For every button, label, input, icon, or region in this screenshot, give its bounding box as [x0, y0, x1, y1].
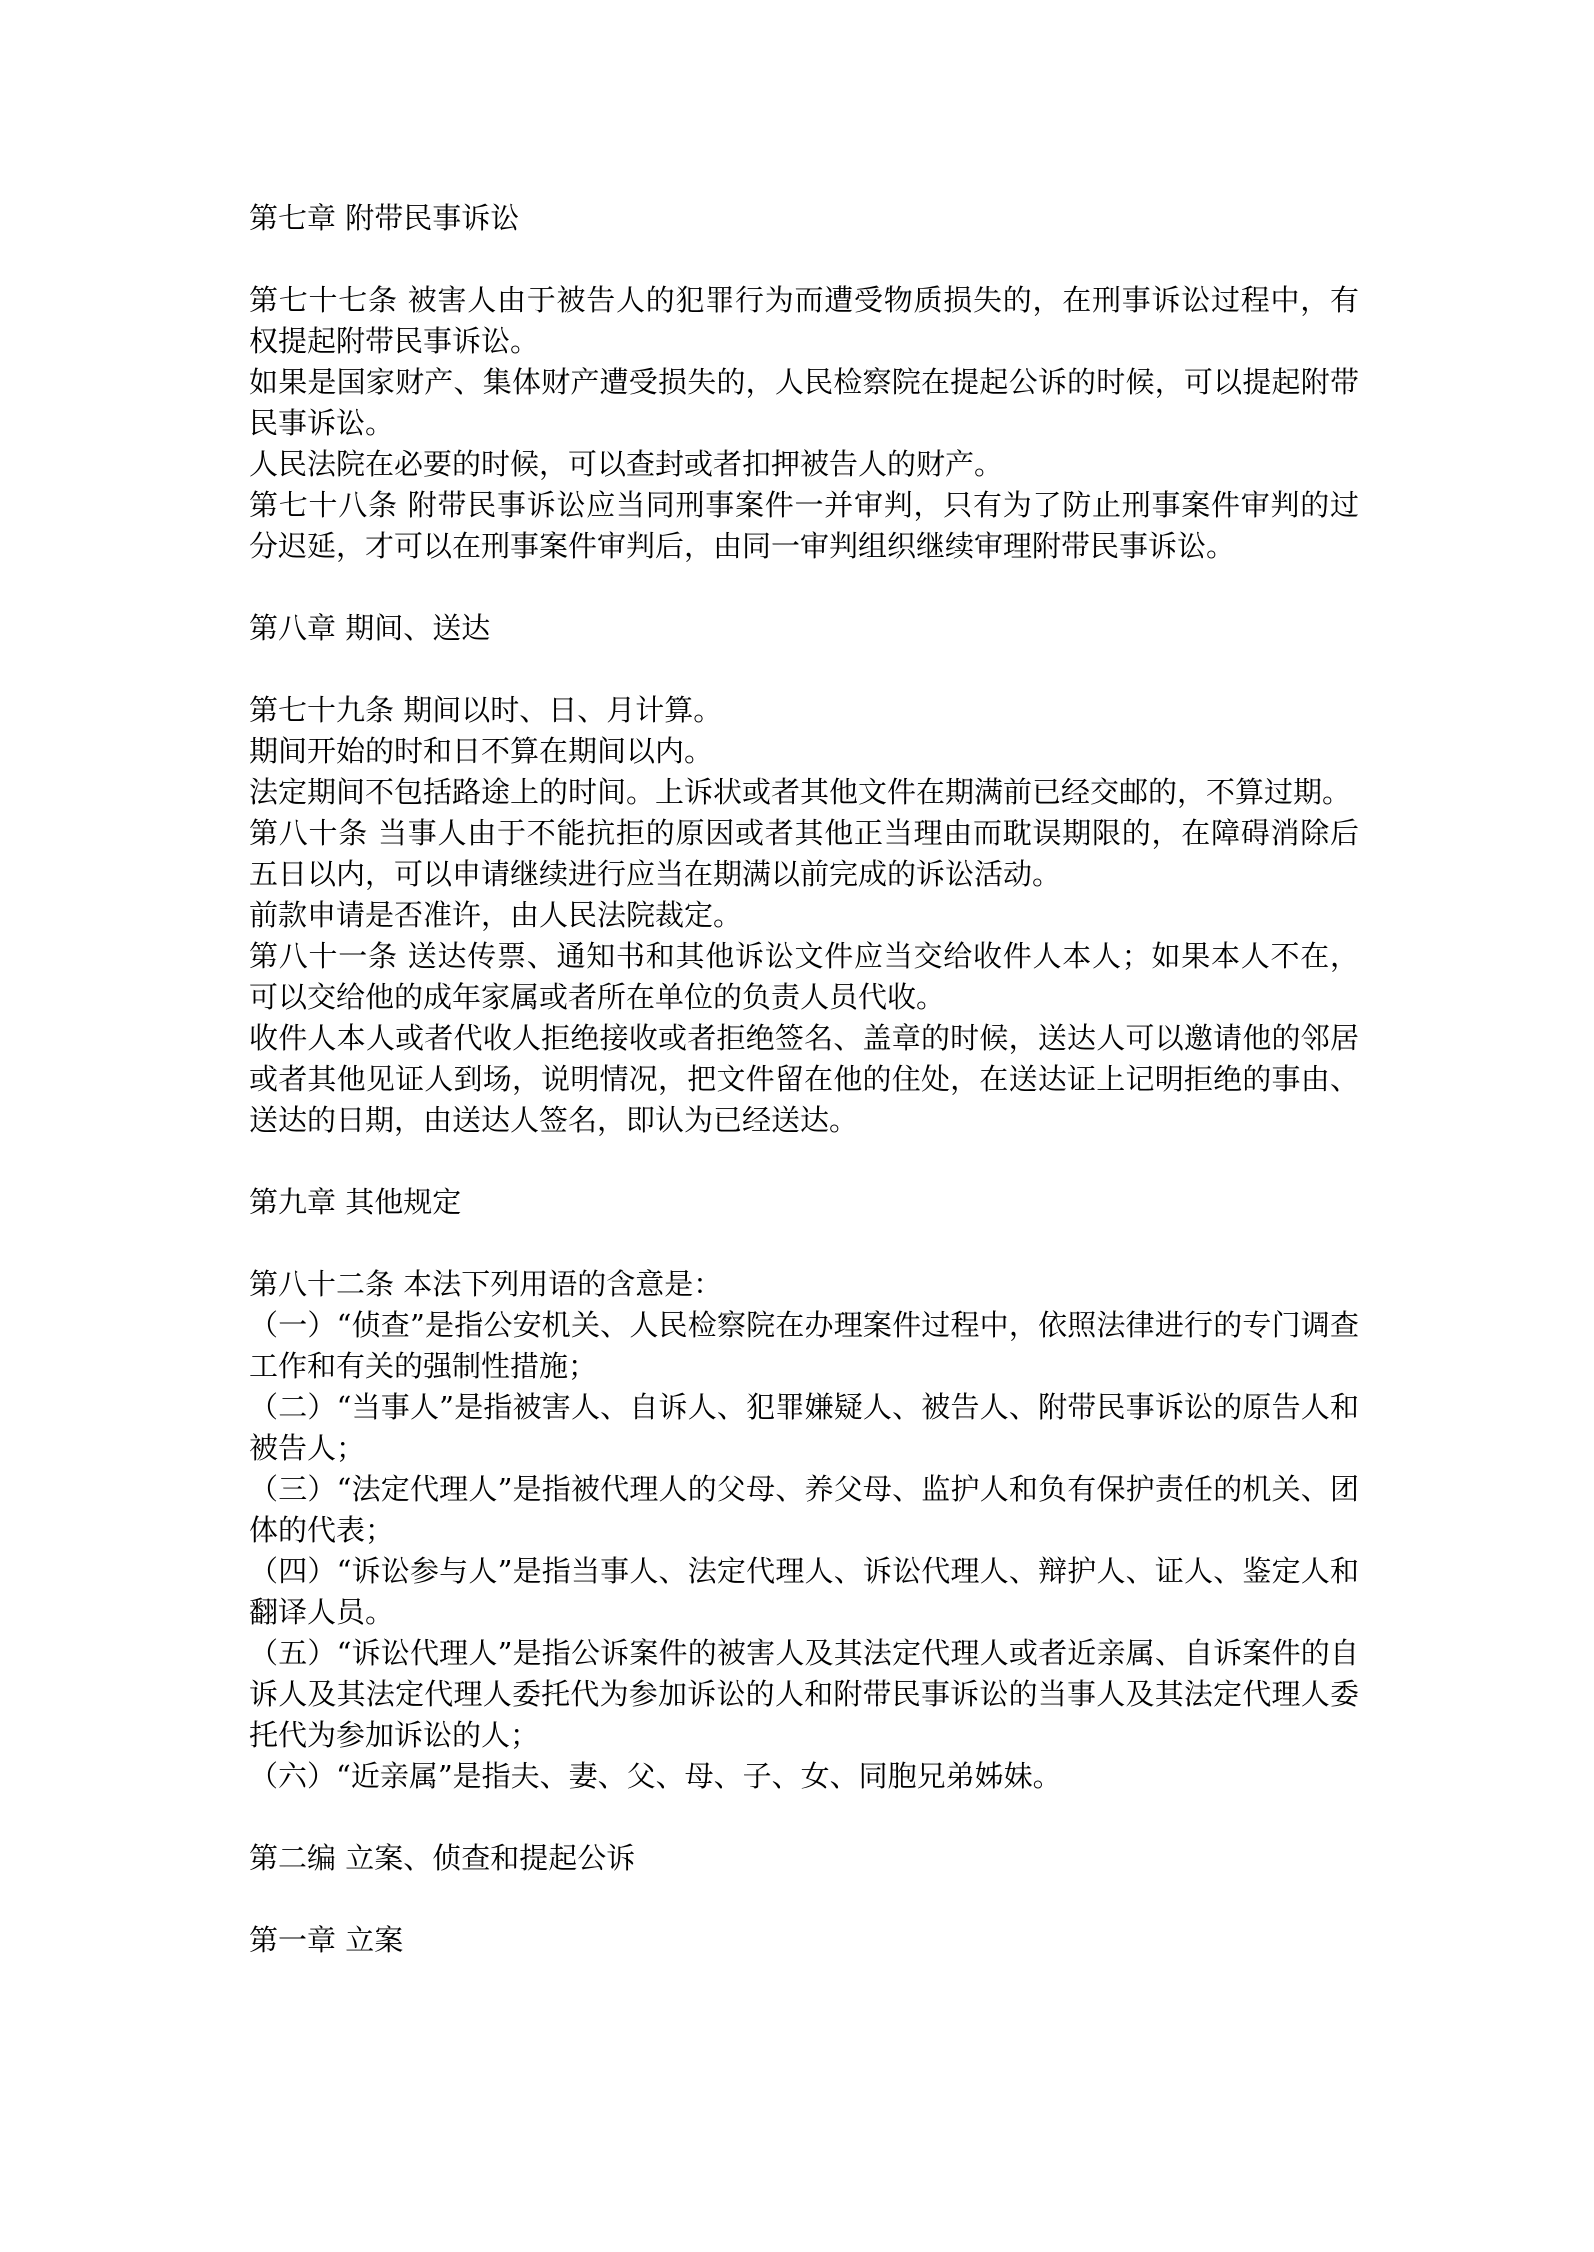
article-82-item: （三）“法定代理人”是指被代理人的父母、养父母、监护人和负有保护责任的机关、团体的代表；: [249, 1472, 1359, 1547]
chapter-heading: 第七章 附带民事诉讼: [249, 201, 520, 235]
spacer: [249, 649, 1359, 690]
spacer: [249, 239, 1359, 280]
spacer: [249, 1223, 1359, 1264]
article-80-paragraph: 前款申请是否准许，由人民法院裁定。: [249, 898, 743, 932]
article-77-paragraph: 人民法院在必要的时候，可以查封或者扣押被告人的财产。: [249, 447, 1004, 481]
article-81-paragraph: 第八十一条 送达传票、通知书和其他诉讼文件应当交给收件人本人；如果本人不在，可以交给他的成年家属或者所在单位的负责人员代收。: [249, 939, 1359, 1014]
spacer: [249, 1879, 1359, 1920]
article-78-paragraph: 第七十八条 附带民事诉讼应当同刑事案件一并审判，只有为了防止刑事案件审判的过分迟延，才可以在刑事案件审判后，由同一审判组织继续审理附带民事诉讼。: [249, 488, 1359, 563]
article-77-paragraph: 第七十七条 被害人由于被告人的犯罪行为而遭受物质损失的，在刑事诉讼过程中，有权提起附带民事诉讼。: [249, 283, 1359, 358]
article-82-item: （六）“近亲属”是指夫、妻、父、母、子、女、同胞兄弟姊妹。: [249, 1759, 1062, 1793]
article-77-paragraph: 如果是国家财产、集体财产遭受损失的，人民检察院在提起公诉的时候，可以提起附带民事诉讼。: [249, 365, 1359, 440]
article-80-paragraph: 第八十条 当事人由于不能抗拒的原因或者其他正当理由而耽误期限的，在障碍消除后五日以内，可以申请继续进行应当在期满以前完成的诉讼活动。: [249, 816, 1359, 891]
article-82-item: （一）“侦查”是指公安机关、人民检察院在办理案件过程中，依照法律进行的专门调查工作和有关的强制性措施；: [249, 1308, 1359, 1383]
article-79-paragraph: 法定期间不包括路途上的时间。上诉状或者其他文件在期满前已经交邮的，不算过期。: [249, 775, 1352, 809]
spacer: [249, 1797, 1359, 1838]
article-82-item: （二）“当事人”是指被害人、自诉人、犯罪嫌疑人、被告人、附带民事诉讼的原告人和被告人；: [249, 1390, 1359, 1465]
article-81-paragraph: 收件人本人或者代收人拒绝接收或者拒绝签名、盖章的时候，送达人可以邀请他的邻居或者其他见证人到场，说明情况，把文件留在他的住处，在送达证上记明拒绝的事由、送达的日期，由送达人签名，即认为已经送达。: [249, 1021, 1359, 1137]
chapter-heading: 第九章 其他规定: [249, 1185, 462, 1219]
document-body: [249, 198, 1359, 1961]
spacer: [249, 1141, 1359, 1182]
article-82-item: （四）“诉讼参与人”是指当事人、法定代理人、诉讼代理人、辩护人、证人、鉴定人和翻译人员。: [249, 1554, 1359, 1629]
chapter-heading: 第一章 立案: [249, 1923, 404, 1957]
article-82-intro: 第八十二条 本法下列用语的含意是：: [249, 1267, 723, 1301]
spacer: [249, 567, 1359, 608]
article-79-paragraph: 第七十九条 期间以时、日、月计算。: [249, 693, 723, 727]
article-82-item: （五）“诉讼代理人”是指公诉案件的被害人及其法定代理人或者近亲属、自诉案件的自诉人及其法定代理人委托代为参加诉讼的人和附带民事诉讼的当事人及其法定代理人委托代为参加诉讼的人；: [249, 1636, 1359, 1752]
article-79-paragraph: 期间开始的时和日不算在期间以内。: [249, 734, 714, 768]
chapter-heading: 第八章 期间、送达: [249, 611, 491, 645]
part-heading: 第二编 立案、侦查和提起公诉: [249, 1841, 636, 1875]
